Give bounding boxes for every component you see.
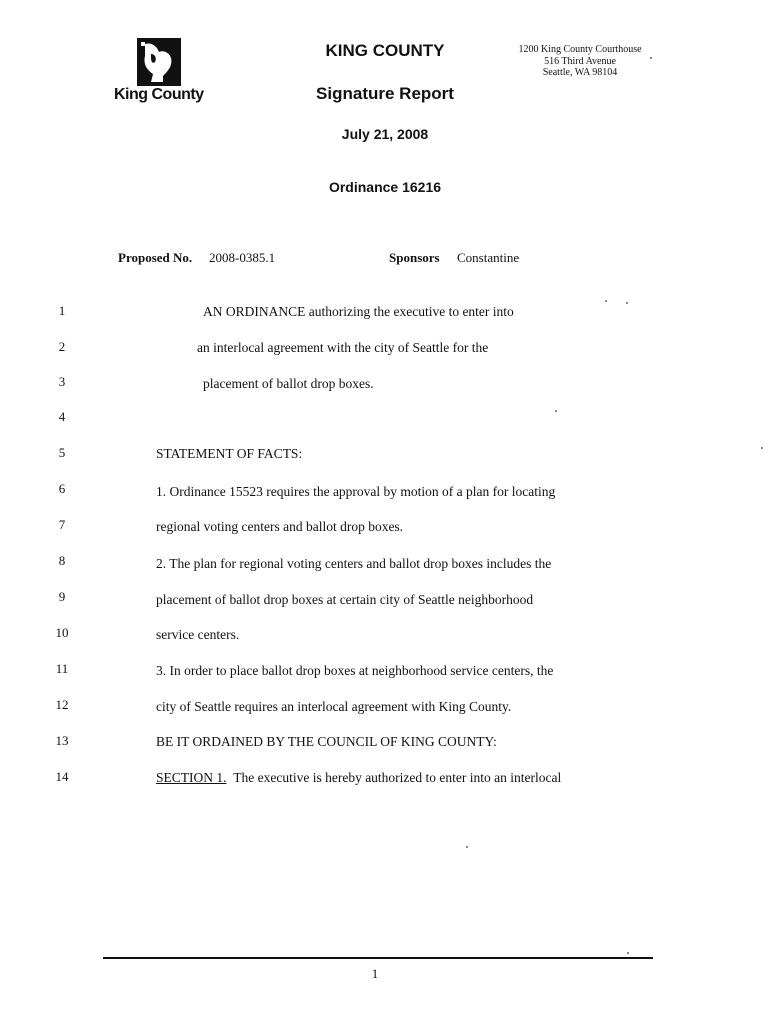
report-date: July 21, 2008: [341, 126, 429, 142]
line-text: 2. The plan for regional voting centers and ballot drop boxes includes the: [156, 556, 552, 571]
scan-speck: [761, 447, 763, 449]
footer-rule: [103, 957, 653, 959]
line-text: an interlocal agreement with the city of Seattle for the: [197, 340, 489, 355]
address-line: 1200 King County Courthouse: [518, 44, 642, 55]
line-number: 4: [58, 409, 66, 424]
address-line: Seattle, WA 98104: [542, 67, 618, 78]
king-county-logo-icon: [137, 38, 181, 86]
line-text: city of Seattle requires an interlocal agreement with King County.: [156, 699, 512, 714]
line-text: BE IT ORDAINED BY THE COUNCIL OF KING COUNTY:: [156, 734, 497, 749]
line-number: 9: [58, 589, 66, 604]
section-label: SECTION 1.: [156, 770, 227, 785]
line-number: 8: [58, 553, 66, 568]
line-number: 10: [55, 625, 69, 640]
line-number: 13: [55, 733, 69, 748]
line-text: placement of ballot drop boxes at certain city of Seattle neighborhood: [156, 592, 534, 607]
report-title: KING COUNTY: [325, 41, 445, 60]
line-number: 5: [58, 445, 66, 460]
line-number: 7: [58, 517, 66, 532]
sponsors-label: Sponsors: [389, 250, 440, 265]
line-text: STATEMENT OF FACTS:: [156, 446, 303, 461]
line-number: 1: [58, 303, 66, 318]
report-subtitle: Signature Report: [316, 84, 454, 103]
line-number: 12: [55, 697, 69, 712]
line-number: 14: [55, 769, 69, 784]
scan-speck: [466, 846, 468, 848]
scan-speck: [555, 410, 557, 412]
line-number: 6: [58, 481, 66, 496]
line-text: [156, 770, 561, 786]
sponsors-value: Constantine: [457, 250, 520, 265]
line-text: AN ORDINANCE authorizing the executive to enter into: [203, 304, 514, 319]
line-text: 3. In order to place ballot drop boxes at neighborhood service centers, the: [156, 663, 554, 678]
line-text: regional voting centers and ballot drop boxes.: [156, 519, 404, 534]
scan-speck: [626, 302, 628, 304]
proposed-label: Proposed No.: [118, 250, 193, 265]
page-number: 1: [371, 966, 379, 981]
ordinance-number: Ordinance 16216: [328, 179, 442, 195]
logo-text: King County: [114, 86, 204, 103]
line-number: 2: [58, 339, 66, 354]
line-text: 1. Ordinance 15523 requires the approval by motion of a plan for locating: [156, 484, 556, 499]
section-text: The executive is hereby authorized to enter into an interlocal: [233, 770, 562, 785]
line-text: placement of ballot drop boxes.: [203, 376, 374, 391]
line-text: service centers.: [156, 627, 240, 642]
address-block: [505, 44, 655, 79]
line-number: 3: [58, 374, 66, 389]
address-line: 516 Third Avenue: [544, 55, 616, 67]
proposed-value: 2008-0385.1: [209, 250, 276, 265]
scan-speck: [627, 952, 629, 954]
scan-speck: [605, 300, 607, 302]
scan-speck: [650, 57, 652, 59]
line-number: 11: [55, 661, 69, 676]
